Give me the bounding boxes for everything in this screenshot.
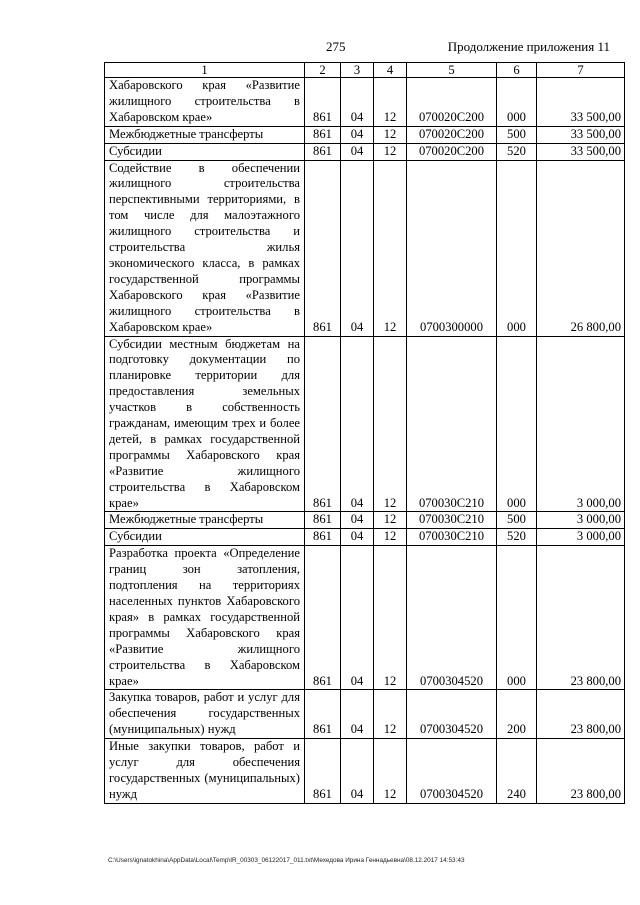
row-name: Межбюджетные трансферты bbox=[105, 126, 305, 143]
cell-expense-type: 500 bbox=[497, 126, 537, 143]
cell-subsection: 12 bbox=[374, 529, 407, 546]
cell-amount: 26 800,00 bbox=[537, 160, 625, 336]
cell-subsection: 12 bbox=[374, 512, 407, 529]
column-header: 6 bbox=[497, 63, 537, 78]
cell-section: 04 bbox=[341, 512, 374, 529]
cell-ministry-code: 861 bbox=[305, 529, 341, 546]
row-name: Субсидии bbox=[105, 529, 305, 546]
table-header-row bbox=[105, 63, 625, 78]
cell-section: 04 bbox=[341, 529, 374, 546]
cell-amount: 33 500,00 bbox=[537, 78, 625, 127]
cell-expense-type: 000 bbox=[497, 78, 537, 127]
cell-amount: 33 500,00 bbox=[537, 126, 625, 143]
cell-expense-type: 000 bbox=[497, 336, 537, 512]
cell-section: 04 bbox=[341, 160, 374, 336]
table-row bbox=[105, 690, 625, 739]
cell-subsection: 12 bbox=[374, 126, 407, 143]
table-row bbox=[105, 160, 625, 336]
row-name: Субсидии местным бюджетам на подготовку документации по планировке территории для предоставления земельных участков в собственность гражданам, имеющим трех и более детей, в рамках государственной программы Хабаровского края «Развитие жилищного строительства в Хабаровском крае» bbox=[105, 336, 305, 512]
cell-subsection: 12 bbox=[374, 336, 407, 512]
cell-section: 04 bbox=[341, 336, 374, 512]
cell-section: 04 bbox=[341, 78, 374, 127]
cell-section: 04 bbox=[341, 126, 374, 143]
cell-subsection: 12 bbox=[374, 143, 407, 160]
cell-amount: 3 000,00 bbox=[537, 512, 625, 529]
cell-section: 04 bbox=[341, 739, 374, 804]
table-row bbox=[105, 78, 625, 127]
cell-subsection: 12 bbox=[374, 739, 407, 804]
cell-ministry-code: 861 bbox=[305, 143, 341, 160]
budget-table bbox=[104, 62, 625, 804]
cell-ministry-code: 861 bbox=[305, 126, 341, 143]
table-row bbox=[105, 739, 625, 804]
cell-subsection: 12 bbox=[374, 546, 407, 690]
cell-amount: 23 800,00 bbox=[537, 690, 625, 739]
cell-amount: 23 800,00 bbox=[537, 546, 625, 690]
cell-ministry-code: 861 bbox=[305, 546, 341, 690]
cell-amount: 23 800,00 bbox=[537, 739, 625, 804]
table-row bbox=[105, 336, 625, 512]
appendix-continuation-label: Продолжение приложения 11 bbox=[447, 39, 610, 54]
cell-expense-type: 240 bbox=[497, 739, 537, 804]
row-name: Содействие в обеспечении жилищного строительства перспективными территориями, в том числе для малоэтажного жилищного строительства и строительства жилья экономического класса, в рамках государственной программы Хабаровского края «Развитие жилищного строительства в Хабаровском крае» bbox=[105, 160, 305, 336]
cell-section: 04 bbox=[341, 546, 374, 690]
file-path-footer: C:\Users\ignatokhina\AppData\Local\Temp\IR_00303_06122017_011.txt\Мехедова Ирина Геннадьевна\08.12.2017 14:53:43 bbox=[108, 857, 465, 864]
table-row bbox=[105, 143, 625, 160]
cell-target-item: 0700300000 bbox=[407, 160, 497, 336]
row-name: Межбюджетные трансферты bbox=[105, 512, 305, 529]
column-header: 4 bbox=[374, 63, 407, 78]
column-header: 1 bbox=[105, 63, 305, 78]
cell-ministry-code: 861 bbox=[305, 690, 341, 739]
cell-subsection: 12 bbox=[374, 160, 407, 336]
cell-expense-type: 520 bbox=[497, 529, 537, 546]
row-name: Субсидии bbox=[105, 143, 305, 160]
cell-section: 04 bbox=[341, 143, 374, 160]
column-header: 5 bbox=[407, 63, 497, 78]
table-row bbox=[105, 546, 625, 690]
page-number: 275 bbox=[326, 39, 346, 54]
cell-subsection: 12 bbox=[374, 78, 407, 127]
column-header: 2 bbox=[305, 63, 341, 78]
row-name: Разработка проекта «Определение границ зон затопления, подтопления на территориях населенных пунктов Хабаровского края» в рамках государственной программы Хабаровского края «Развитие жилищного строительства в Хабаровском крае» bbox=[105, 546, 305, 690]
column-header: 3 bbox=[341, 63, 374, 78]
column-header: 7 bbox=[537, 63, 625, 78]
cell-amount: 3 000,00 bbox=[537, 336, 625, 512]
cell-ministry-code: 861 bbox=[305, 512, 341, 529]
cell-subsection: 12 bbox=[374, 690, 407, 739]
cell-amount: 3 000,00 bbox=[537, 529, 625, 546]
cell-ministry-code: 861 bbox=[305, 78, 341, 127]
cell-expense-type: 200 bbox=[497, 690, 537, 739]
table-row bbox=[105, 529, 625, 546]
cell-ministry-code: 861 bbox=[305, 336, 341, 512]
row-name: Иные закупки товаров, работ и услуг для обеспечения государственных (муниципальных) нужд bbox=[105, 739, 305, 804]
cell-expense-type: 500 bbox=[497, 512, 537, 529]
cell-target-item: 0700304520 bbox=[407, 690, 497, 739]
cell-expense-type: 520 bbox=[497, 143, 537, 160]
cell-expense-type: 000 bbox=[497, 160, 537, 336]
table-row bbox=[105, 512, 625, 529]
cell-amount: 33 500,00 bbox=[537, 143, 625, 160]
cell-target-item: 070030С210 bbox=[407, 512, 497, 529]
table-row bbox=[105, 126, 625, 143]
cell-target-item: 070030С210 bbox=[407, 336, 497, 512]
cell-target-item: 070020С200 bbox=[407, 126, 497, 143]
cell-ministry-code: 861 bbox=[305, 160, 341, 336]
cell-expense-type: 000 bbox=[497, 546, 537, 690]
cell-target-item: 0700304520 bbox=[407, 546, 497, 690]
cell-target-item: 070020С200 bbox=[407, 143, 497, 160]
row-name: Хабаровского края «Развитие жилищного строительства в Хабаровском крае» bbox=[105, 78, 305, 127]
cell-section: 04 bbox=[341, 690, 374, 739]
cell-ministry-code: 861 bbox=[305, 739, 341, 804]
cell-target-item: 0700304520 bbox=[407, 739, 497, 804]
cell-target-item: 070030С210 bbox=[407, 529, 497, 546]
cell-target-item: 070020С200 bbox=[407, 78, 497, 127]
row-name: Закупка товаров, работ и услуг для обеспечения государственных (муниципальных) нужд bbox=[105, 690, 305, 739]
